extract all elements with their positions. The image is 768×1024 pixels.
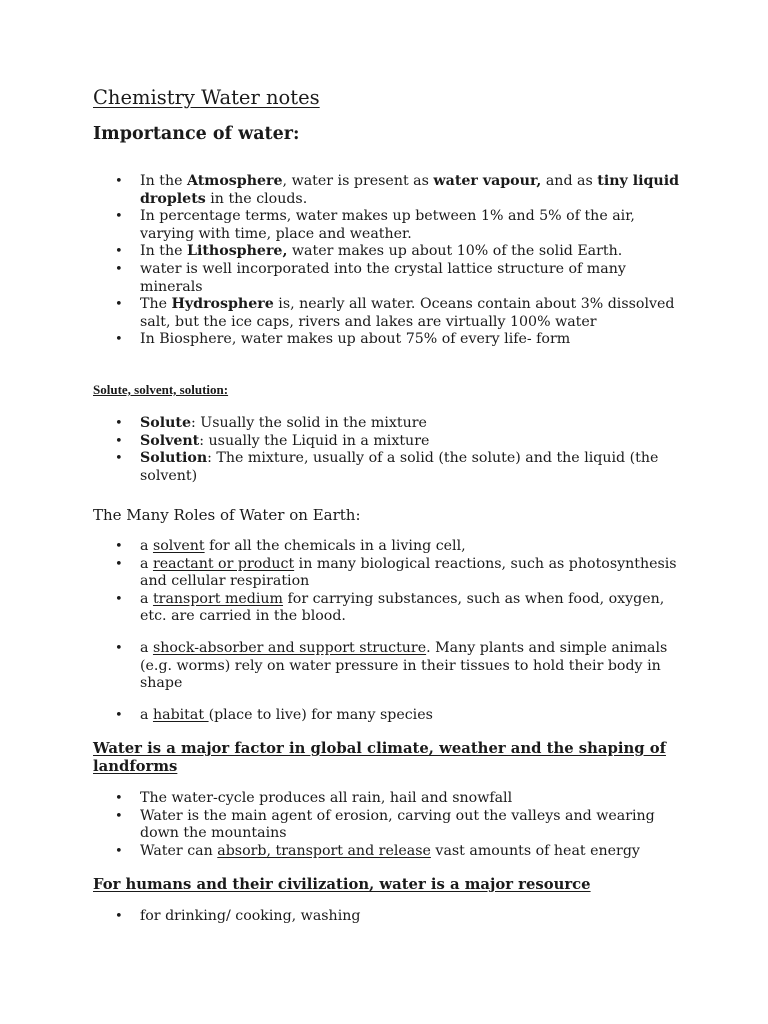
list-item xyxy=(115,591,685,626)
underlined-term: absorb, transport and release xyxy=(217,842,431,859)
list-item xyxy=(115,843,685,861)
text-run: In the xyxy=(140,243,187,260)
bold-term: Solute xyxy=(140,415,191,431)
bold-term: Hydrosphere xyxy=(171,296,274,313)
list-item xyxy=(115,556,685,591)
list-item xyxy=(115,415,685,433)
text-run: Water is the main agent of erosion, carving out the valleys and wearing down the mountains xyxy=(140,807,655,842)
text-run: The water-cycle produces all rain, hail and snowfall xyxy=(140,790,513,806)
text-run: a xyxy=(140,639,153,656)
text-run: water makes up about 10% of the solid Earth. xyxy=(287,243,623,260)
list-item xyxy=(115,450,685,485)
humans-heading: For humans and their civilization, water is a major resource xyxy=(93,876,591,893)
text-run: , water is present as xyxy=(282,173,434,189)
bold-term: Atmosphere xyxy=(187,173,283,189)
underlined-term: habitat xyxy=(152,706,209,723)
list-item xyxy=(115,261,685,296)
roles-list xyxy=(115,538,685,724)
list-item xyxy=(115,808,685,843)
underlined-term: solvent xyxy=(152,538,205,554)
text-run: : usually the Liquid in a mixture xyxy=(199,432,430,449)
page-title: Chemistry Water notes xyxy=(93,86,320,109)
text-run: is, nearly all water. Oceans contain about 3% dissolved salt, but the ice caps, rivers and lakes are virtually 100% water xyxy=(140,296,675,330)
bold-term: water vapour, xyxy=(433,173,542,189)
list-item xyxy=(115,296,685,331)
list-item xyxy=(115,908,685,926)
bold-term: tiny liquid droplets xyxy=(140,173,680,207)
text-run: a xyxy=(140,538,153,554)
list-item xyxy=(115,243,685,261)
list-item xyxy=(115,790,685,808)
climate-list xyxy=(115,790,685,860)
list-item xyxy=(115,208,685,243)
underlined-term: shock-absorber and support structure xyxy=(152,639,427,656)
text-run: for drinking/ cooking, washing xyxy=(140,908,361,924)
text-run: a xyxy=(140,555,153,572)
bold-term: Lithosphere, xyxy=(187,243,288,260)
text-run: a xyxy=(140,706,153,723)
text-run: and as xyxy=(541,173,598,189)
text-run: In Biosphere, water makes up about 75% of every life- form xyxy=(140,331,571,348)
list-item xyxy=(115,538,685,556)
importance-list xyxy=(115,173,685,349)
text-run: Water can xyxy=(140,842,218,859)
text-run: a xyxy=(140,590,153,607)
list-item xyxy=(115,707,685,725)
list-item xyxy=(115,640,685,693)
solute-list xyxy=(115,415,685,485)
text-run: : The mixture, usually of a solid (the solute) and the liquid (the solvent) xyxy=(140,450,659,484)
text-run: . Many plants and simple animals (e.g. worms) rely on water pressure in their tissues to hold their body in shape xyxy=(140,639,668,692)
humans-list xyxy=(115,908,685,926)
text-run: in the clouds. xyxy=(205,190,308,207)
text-run: In the xyxy=(140,173,187,189)
underlined-term: reactant or product xyxy=(152,555,295,572)
text-run: water is well incorporated into the crystal lattice structure of many minerals xyxy=(140,260,626,295)
bold-term: Solution xyxy=(140,450,208,467)
bold-term: Solvent xyxy=(140,432,200,449)
text-run: in many biological reactions, such as photosynthesis and cellular respiration xyxy=(140,555,677,590)
importance-heading: Importance of water: xyxy=(93,124,300,144)
text-run: In percentage terms, water makes up between 1% and 5% of the air, varying with time, place and weather. xyxy=(140,208,635,242)
text-run: for all the chemicals in a living cell, xyxy=(204,538,466,554)
text-run: (place to live) for many species xyxy=(208,706,433,723)
list-item xyxy=(115,331,685,349)
list-item xyxy=(115,433,685,451)
roles-heading: The Many Roles of Water on Earth: xyxy=(93,506,361,524)
underlined-term: transport medium xyxy=(152,590,284,607)
text-run: for carrying substances, such as when food, oxygen, etc. are carried in the blood. xyxy=(140,590,665,625)
text-run: vast amounts of heat energy xyxy=(430,842,640,859)
text-run: The xyxy=(140,296,172,313)
list-item xyxy=(115,173,685,208)
text-run: : Usually the solid in the mixture xyxy=(191,415,427,431)
solute-heading: Solute, solvent, solution: xyxy=(93,382,229,397)
climate-heading: Water is a major factor in global climate, weather and the shaping of landforms xyxy=(93,740,666,775)
